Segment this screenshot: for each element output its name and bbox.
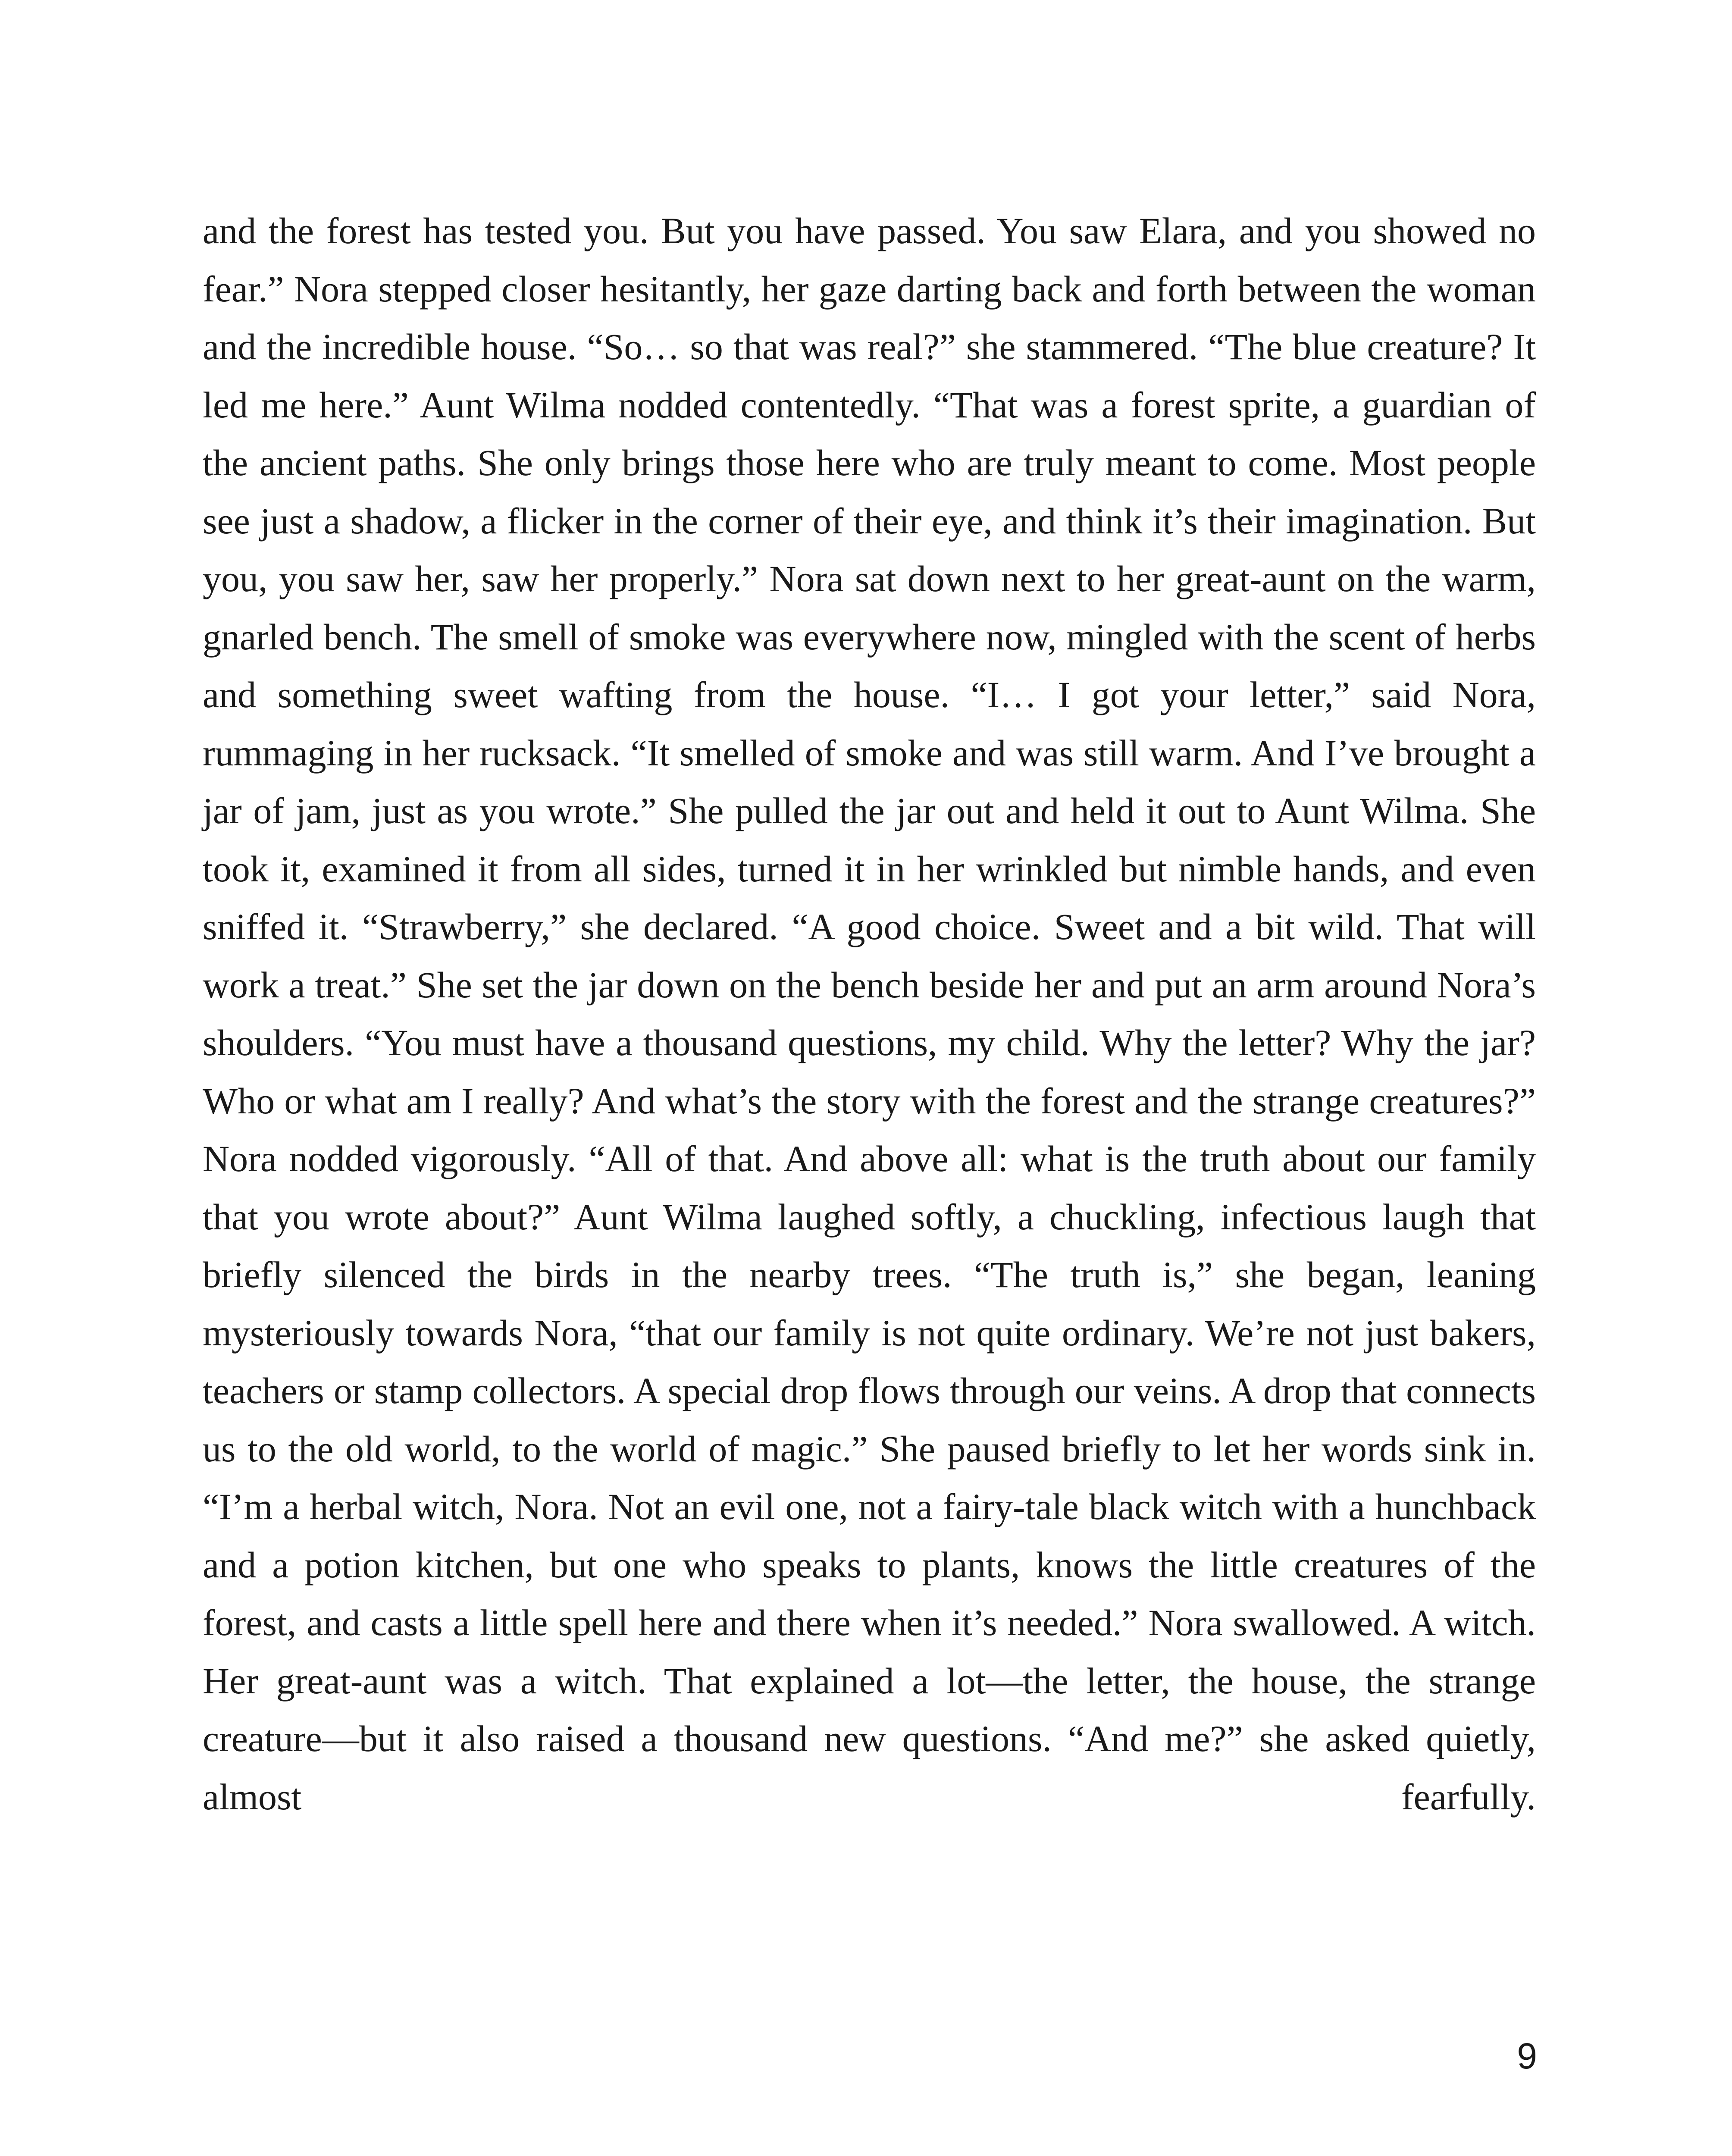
page-number: 9 — [1517, 2036, 1537, 2076]
body-paragraph: and the forest has tested you. But you have passed. You saw Elara, and you showed no fear.” Nora stepped closer hesitantly, her gaze darting back and forth between the woman and the incredible house. “So… so that was real?” she stammered. “The blue creature? It led me here.” Aunt Wilma nodded contentedly. “That was a forest sprite, a guardian of the ancient paths. She only brings those here who are truly meant to come. Most people see just a shadow, a flicker in the corner of their eye, and think it’s their imagination. But you, you saw her, saw her properly.” Nora sat down next to her great-aunt on the warm, gnarled bench. The smell of smoke was everywhere now, mingled with the scent of herbs and something sweet wafting from the house. “I… I got your letter,” said Nora, rummaging in her rucksack. “It smelled of smoke and was still warm. And I’ve brought a jar of jam, just as you wrote.” She pulled the jar out and held it out to Aunt Wilma. She took it, examined it from all sides, turned it in her wrinkled but nimble hands, and even sniffed it. “Strawberry,” she declared. “A good choice. Sweet and a bit wild. That will work a treat.” She set the jar down on the bench beside her and put an arm around Nora’s shoulders. “You must have a thousand questions, my child. Why the letter? Why the jar? Who or what am I really? And what’s the story with the forest and the strange creatures?” Nora nodded vigorously. “All of that. And above all: what is the truth about our family that you wrote about?” Aunt Wilma laughed softly, a chuckling, infectious laugh that briefly silenced the birds in the nearby trees. “The truth is,” she began, leaning mysteriously towards Nora, “that our family is not quite ordinary. We’re not just bakers, teachers or stamp collectors. A special drop flows through our veins. A drop that connects us to the old world, to the world of magic.” She paused briefly to let her words sink in. “I’m a herbal witch, Nora. Not an evil one, not a fairy-tale black witch with a hunchback and a potion kitchen, but one who speaks to plants, knows the little creatures of the forest, and casts a little spell here and there when it’s needed.” Nora swallowed. A witch. Her great-aunt was a witch. That explained a lot—the letter, the house, the strange creature—but it also raised a thousand new questions. “And me?” she asked quietly, almost fearfully. — [203, 210, 1536, 1818]
